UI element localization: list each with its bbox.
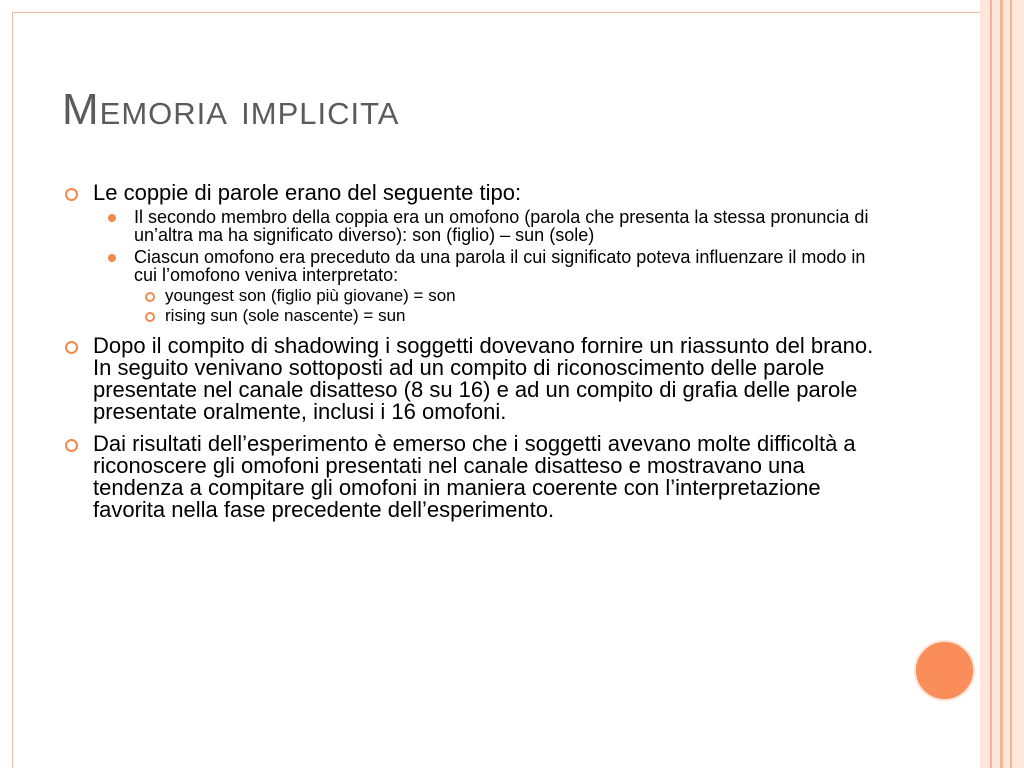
ring-bullet-icon — [145, 312, 155, 322]
ring-bullet-icon — [145, 292, 155, 302]
slide-content — [64, 178, 884, 521]
bullet-text: youngest son (figlio più giovane) = son — [165, 286, 456, 305]
bullet-level2 — [64, 208, 884, 244]
bullet-level3 — [64, 287, 884, 305]
bullet-level3 — [64, 307, 884, 325]
stripe — [1012, 0, 1024, 768]
bullet-level2 — [64, 248, 884, 284]
ring-bullet-icon — [65, 188, 78, 201]
bullet-level1 — [64, 182, 884, 204]
bullet-level1 — [64, 335, 884, 423]
decorative-stripes — [980, 0, 1024, 768]
bullet-text: Dopo il compito di shadowing i soggetti dovevano fornire un riassunto del brano. In seguito venivano sottoposti ad un compito di riconoscimento delle parole presentate nel canale disatteso (8 su 16) e ad un compito di grafia delle parole presentate oralmente, inclusi i 16 omofoni. — [93, 333, 874, 424]
stripe — [980, 0, 990, 768]
bullet-text: Ciascun omofono era preceduto da una parola il cui significato poteva influenzare il modo in cui l’omofono veniva interpretato: — [134, 247, 866, 285]
bullet-text: rising sun (sole nascente) = sun — [165, 306, 406, 325]
bullet-level1 — [64, 433, 884, 521]
stripe — [992, 0, 1000, 768]
ring-bullet-icon — [65, 341, 78, 354]
ring-bullet-icon — [65, 439, 78, 452]
dot-bullet-icon — [108, 214, 116, 222]
slide-title: Memoria implicita — [62, 85, 400, 134]
stripe — [1003, 0, 1010, 768]
bullet-text: Dai risultati dell’esperimento è emerso che i soggetti avevano molte difficoltà a riconoscere gli omofoni presentati nel canale disatteso e mostravano una tendenza a compitare gli omofoni in maniera coerente con l’interpretazione favorita nella fase precedente dell’esperimento. — [93, 431, 856, 522]
bullet-text: Il secondo membro della coppia era un omofono (parola che presenta la stessa pronuncia di un’altra ma ha significato diverso): son (figlio) – sun (sole) — [134, 207, 869, 245]
dot-bullet-icon — [108, 254, 116, 262]
bullet-text: Le coppie di parole erano del seguente tipo: — [93, 180, 522, 205]
decorative-circle-icon — [914, 640, 975, 701]
